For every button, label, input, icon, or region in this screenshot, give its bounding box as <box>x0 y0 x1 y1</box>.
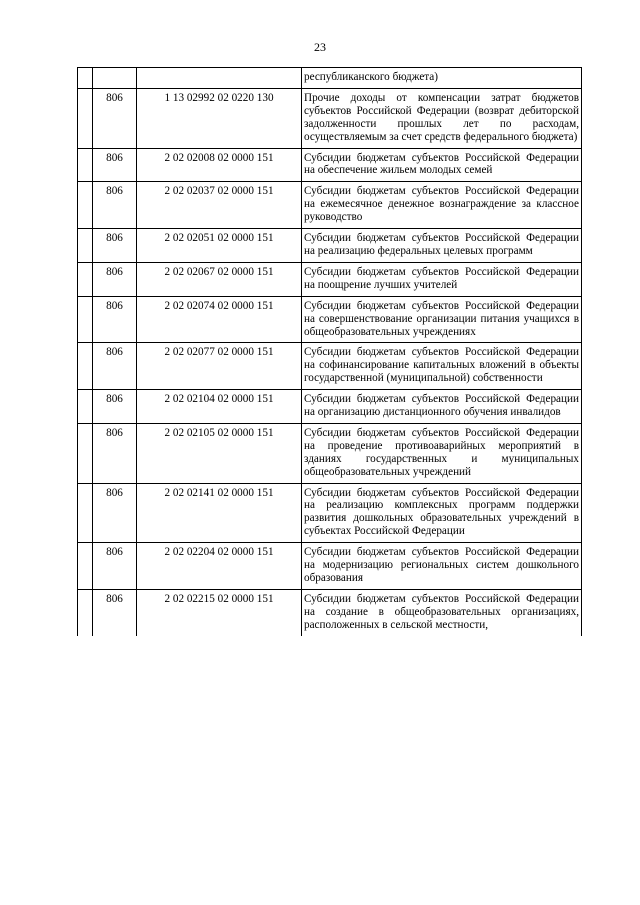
classifier-code-cell: 2 02 02105 02 0000 151 <box>137 423 302 483</box>
table-row <box>78 390 582 424</box>
description-cell: Субсидии бюджетам субъектов Российской Федерации на ежемесячное денежное вознаграждение за классное руководство <box>302 182 582 229</box>
index-cell <box>78 483 93 543</box>
table-row <box>78 343 582 390</box>
administrator-code-cell: 806 <box>93 229 137 263</box>
description-cell: республиканского бюджета) <box>302 68 582 89</box>
administrator-code-cell: 806 <box>93 343 137 390</box>
description-cell: Субсидии бюджетам субъектов Российской Федерации на поощрение лучших учителей <box>302 262 582 296</box>
description-cell: Субсидии бюджетам субъектов Российской Федерации на реализацию федеральных целевых программ <box>302 229 582 263</box>
description-cell: Субсидии бюджетам субъектов Российской Федерации на софинансирование капитальных вложений в объекты государственной (муниципальной) собственности <box>302 343 582 390</box>
classifier-code-cell: 2 02 02104 02 0000 151 <box>137 390 302 424</box>
administrator-code-cell: 806 <box>93 182 137 229</box>
description-cell: Субсидии бюджетам субъектов Российской Федерации на создание в общеобразовательных организациях, расположенных в сельской местности, <box>302 589 582 635</box>
description-cell: Субсидии бюджетам субъектов Российской Федерации на организацию дистанционного обучения инвалидов <box>302 390 582 424</box>
classifier-code-cell <box>137 68 302 89</box>
index-cell <box>78 423 93 483</box>
administrator-code-cell: 806 <box>93 296 137 343</box>
description-cell: Субсидии бюджетам субъектов Российской Федерации на модернизацию региональных систем дошкольного образования <box>302 543 582 590</box>
index-cell <box>78 343 93 390</box>
index-cell <box>78 390 93 424</box>
classifier-code-cell: 2 02 02141 02 0000 151 <box>137 483 302 543</box>
table-row <box>78 88 582 148</box>
classifier-code-cell: 2 02 02051 02 0000 151 <box>137 229 302 263</box>
table-row <box>78 262 582 296</box>
administrator-code-cell: 806 <box>93 423 137 483</box>
administrator-code-cell: 806 <box>93 262 137 296</box>
administrator-code-cell: 806 <box>93 148 137 182</box>
index-cell <box>78 148 93 182</box>
table-row <box>78 589 582 635</box>
classifier-code-cell: 2 02 02008 02 0000 151 <box>137 148 302 182</box>
classifier-code-cell: 2 02 02067 02 0000 151 <box>137 262 302 296</box>
index-cell <box>78 262 93 296</box>
table-row <box>78 182 582 229</box>
description-cell: Субсидии бюджетам субъектов Российской Федерации на реализацию комплексных программ поддержки развития дошкольных образовательных учреждений в субъектах Российской Федерации <box>302 483 582 543</box>
page-number: 23 <box>314 40 326 54</box>
administrator-code-cell: 806 <box>93 483 137 543</box>
administrator-code-cell: 806 <box>93 589 137 635</box>
description-cell: Субсидии бюджетам субъектов Российской Федерации на проведение противоаварийных мероприятий в зданиях государственных и муниципальных общеобразовательных учреждений <box>302 423 582 483</box>
classifier-code-cell: 1 13 02992 02 0220 130 <box>137 88 302 148</box>
table-row <box>78 296 582 343</box>
index-cell <box>78 182 93 229</box>
description-cell: Прочие доходы от компенсации затрат бюджетов субъектов Российской Федерации (возврат дебиторской задолженности прошлых лет по расходам, осуществляемым за счет средств федерального бюджета) <box>302 88 582 148</box>
table-row <box>78 148 582 182</box>
table-row <box>78 543 582 590</box>
classifier-code-cell: 2 02 02077 02 0000 151 <box>137 343 302 390</box>
table-row <box>78 423 582 483</box>
administrator-code-cell: 806 <box>93 543 137 590</box>
index-cell <box>78 543 93 590</box>
classifier-code-cell: 2 02 02215 02 0000 151 <box>137 589 302 635</box>
administrator-code-cell: 806 <box>93 390 137 424</box>
administrator-code-cell: 806 <box>93 88 137 148</box>
table-row <box>78 229 582 263</box>
index-cell <box>78 68 93 89</box>
table-row <box>78 68 582 89</box>
index-cell <box>78 589 93 635</box>
index-cell <box>78 229 93 263</box>
classifier-code-cell: 2 02 02074 02 0000 151 <box>137 296 302 343</box>
description-cell: Субсидии бюджетам субъектов Российской Федерации на совершенствование организации питания учащихся в общеобразовательных учреждениях <box>302 296 582 343</box>
classifier-code-cell: 2 02 02037 02 0000 151 <box>137 182 302 229</box>
administrator-code-cell <box>93 68 137 89</box>
index-cell <box>78 296 93 343</box>
classifier-code-cell: 2 02 02204 02 0000 151 <box>137 543 302 590</box>
index-cell <box>78 88 93 148</box>
budget-revenue-table <box>77 67 582 636</box>
table-row <box>78 483 582 543</box>
description-cell: Субсидии бюджетам субъектов Российской Федерации на обеспечение жильем молодых семей <box>302 148 582 182</box>
